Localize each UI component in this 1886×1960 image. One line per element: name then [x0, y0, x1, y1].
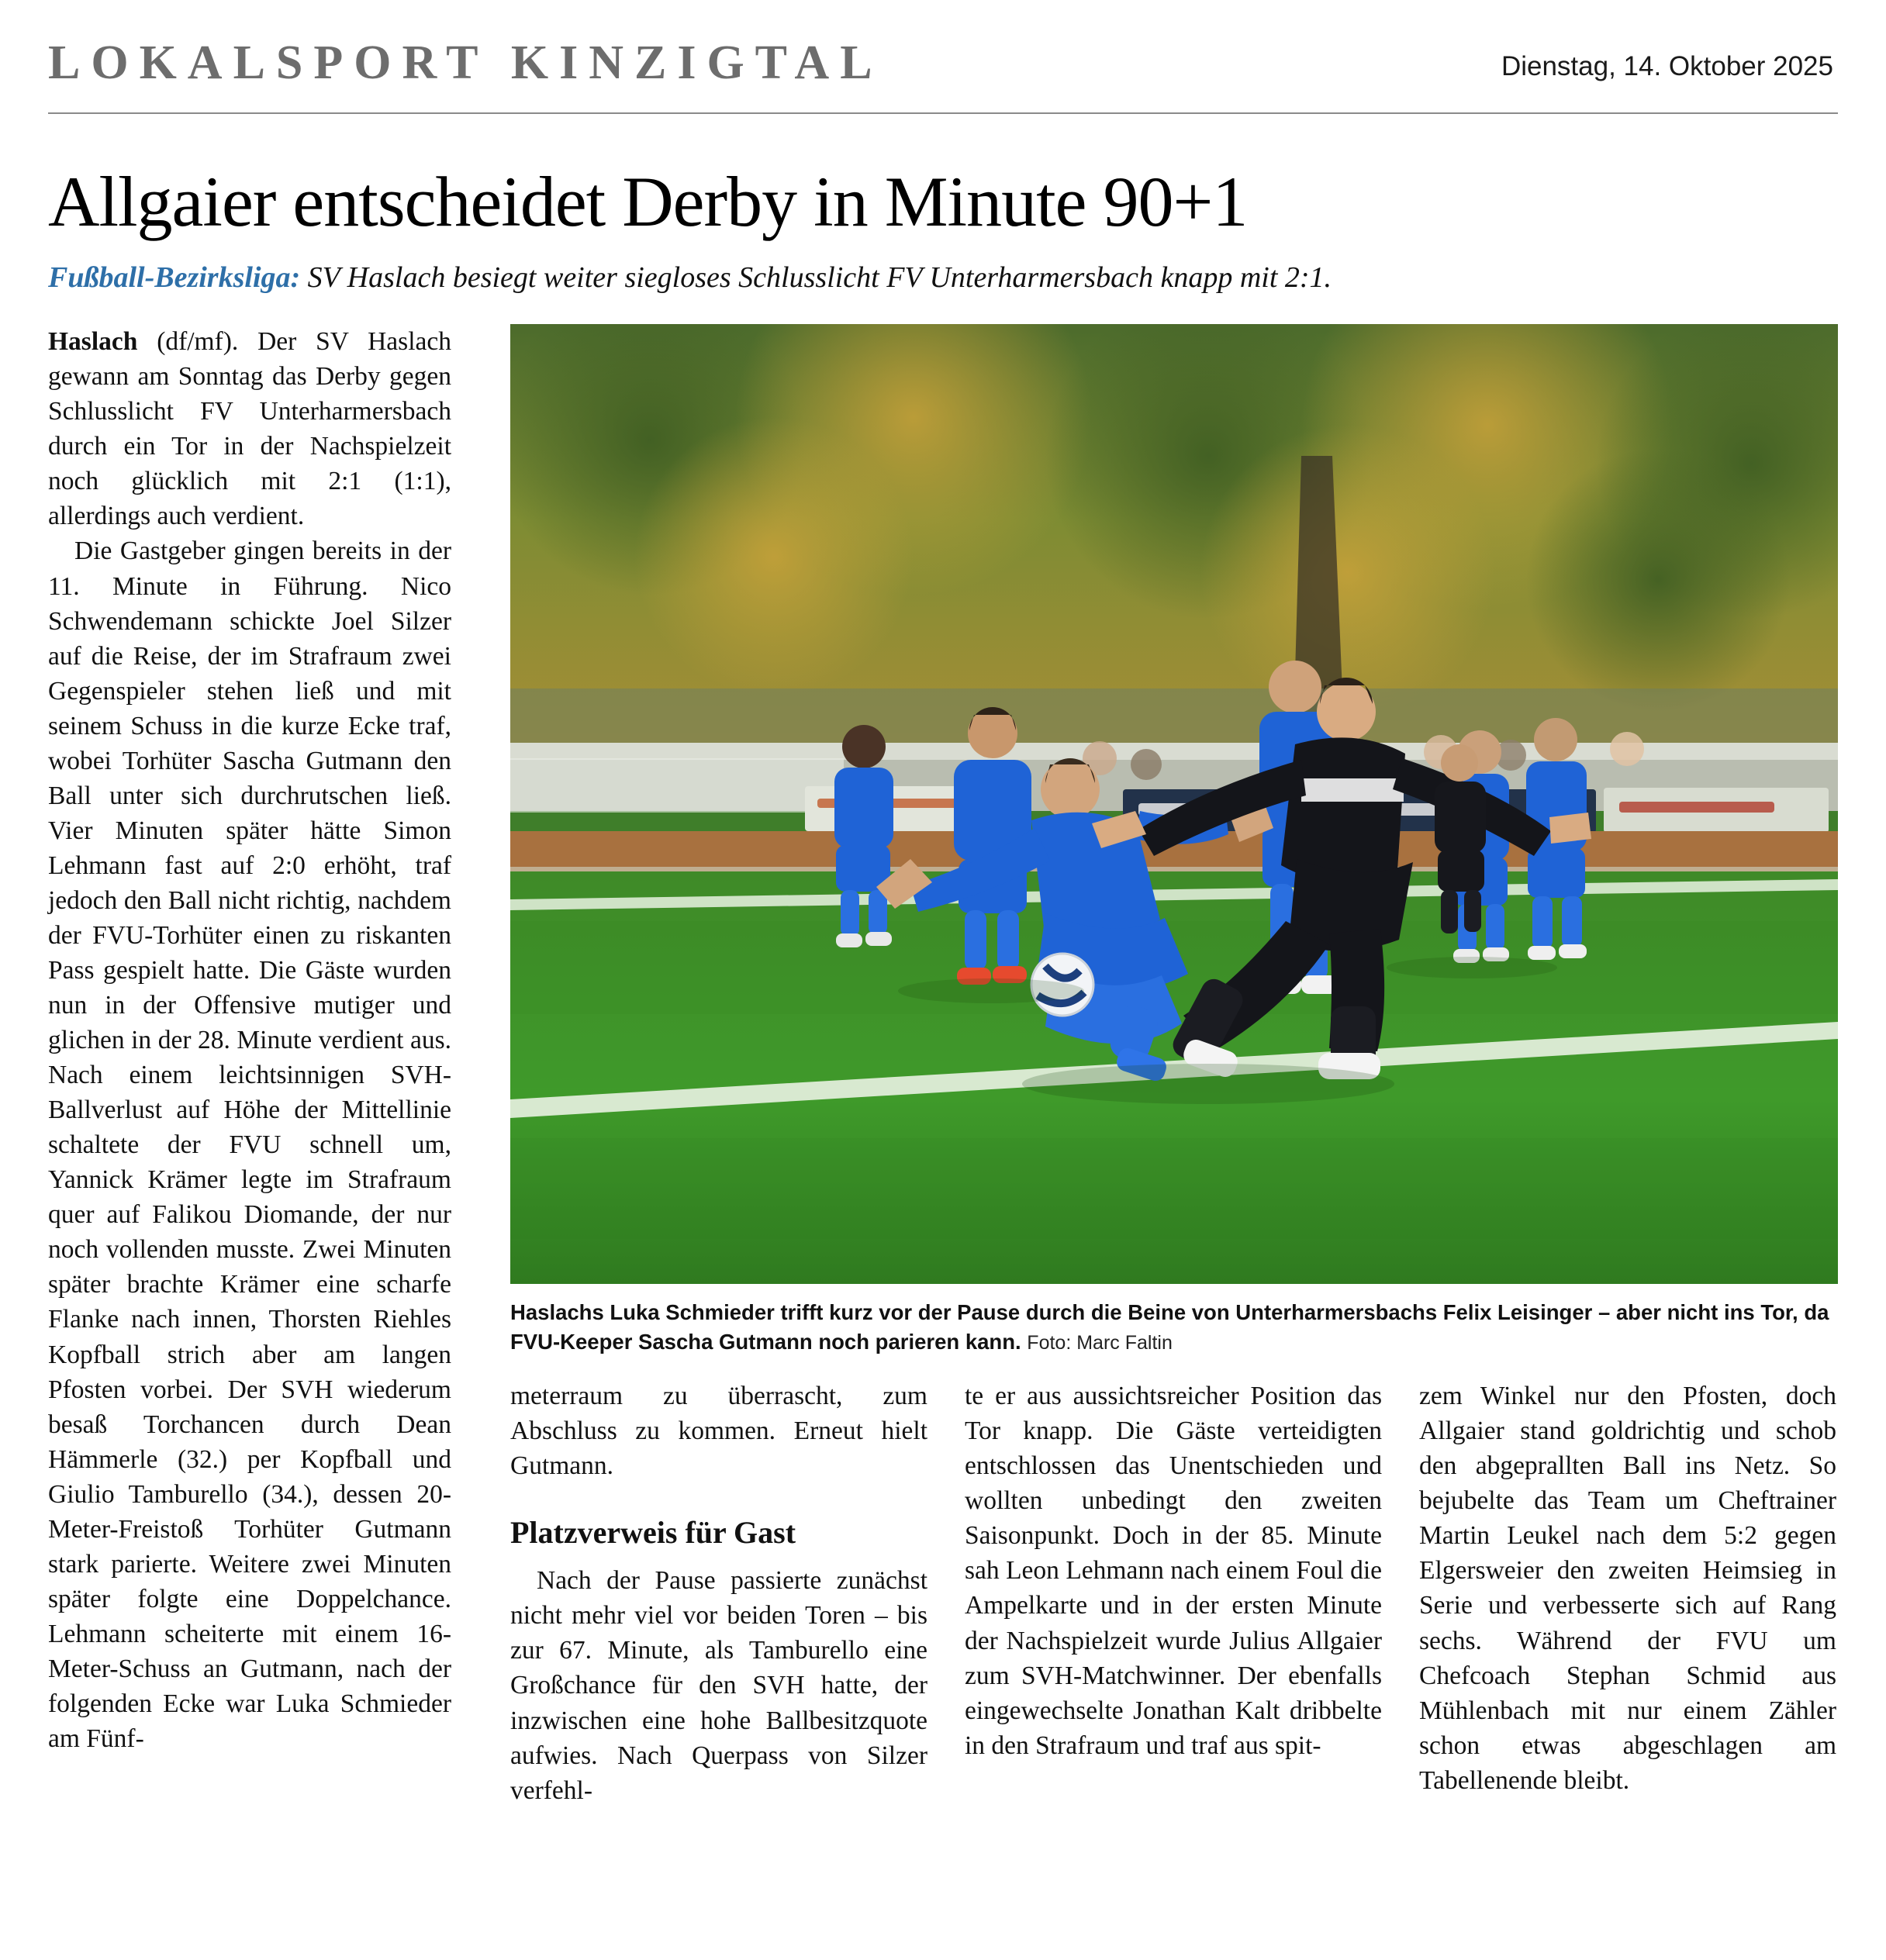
lead-paragraph	[48, 324, 451, 533]
dateline-author: (df/mf).	[157, 327, 239, 357]
article-headline: Allgaier entscheidet Derby in Minute 90+1	[48, 162, 1248, 241]
column-3	[965, 1379, 1382, 1807]
masthead-divider	[48, 112, 1838, 114]
dateline: Haslach	[48, 327, 138, 357]
column-1-paragraph-2: Die Gastgeber gingen bereits in der 11. Minute in Führung. Nico Schwendemann schickte Joel Silzer auf die Reise, der im Strafraum zwei Gegenspieler stehen ließ und mit seinem Schuss in die kurze Ecke traf, wobei Torhüter Sascha Gutmann den Ball unter sich durchrutschen ließ. Vier Minuten später hätte Simon Lehmann fast auf 2:0 erhöht, traf jedoch den Ball nicht richtig, nachdem der FVU-Torhüter einen zu riskanten Pass gespielt hatte. Die Gäste wurden nun in der Offensive mutiger und glichen in der 28. Minute verdient aus. Nach einem leichtsinnigen SVH-Ballverlust auf Höhe der Mittellinie schaltete der FVU schnell um, Yannick Krämer legte im Strafraum quer auf Falikou Diomande, der nur noch vollenden musste. Zwei Minuten später brachte Krämer eine scharfe Flanke nach innen, Thorsten Riehles Kopfball strich aber am langen Pfosten vorbei. Der SVH wiederum besaß Torchancen durch Dean Hämmerle (32.) per Kopfball und Giulio Tamburello (34.), dessen 20-Meter-Freistoß Torhüter Gutmann stark parierte. Weitere zwei Minuten später folgte eine Doppelchance. Lehmann scheiterte mit einem 16-Meter-Schuss an Gutmann, nach der folgenden Ecke war Luka Schmieder am Fünf-	[48, 537, 451, 1754]
masthead	[48, 0, 1838, 91]
masthead-date: Dienstag, 14. Oktober 2025	[1501, 51, 1833, 81]
column-1	[48, 324, 451, 1756]
masthead-title: LOKALSPORT KINZIGTAL	[48, 36, 883, 89]
column-4-paragraph-1: zem Winkel nur den Pfosten, doch Allgaier stand goldrichtig und schob den abgeprallten Ball ins Netz. So bejubelte das Team um Cheftrainer Martin Leukel nach dem 5:2 gegen Elgersweier den zweiten Heimsieg in Serie und verbesserte sich auf Rang sechs. Während der FVU um Chefcoach Stephan Schmid aus Mühlenbach mit nur einem Zähler schon etwas abgeschlagen am Tabellenende bleibt.	[1419, 1382, 1836, 1795]
article-subheadline	[48, 260, 1838, 297]
article-figure	[510, 324, 1838, 1356]
subheadline-text: SV Haslach besiegt weiter siegloses Schlusslicht FV Unterharmersbach knapp mit 2:1.	[307, 261, 1332, 294]
lead-text: Der SV Haslach gewann am Sonntag das Derby gegen Schlusslicht FV Unterharmersbach durch ein Tor in der Nachspielzeit noch glücklich mit 2:1 (1:1), allerdings auch verdient.	[48, 327, 451, 531]
section-subheading: Platzverweis für Gast	[510, 1515, 796, 1551]
column-4	[1419, 1379, 1836, 1807]
photo-credit: Foto: Marc Faltin	[1027, 1331, 1173, 1354]
column-2-paragraph-2: Nach der Pause passierte zunächst nicht mehr viel vor beiden Toren – bis zur 67. Minute, als Tamburello eine Großchance für den SVH hatte, der inzwischen eine hohe Ballbesitzquote aufwies. Nach Querpass von Silzer verfehl-	[510, 1566, 927, 1805]
photo-caption-text: Haslachs Luka Schmieder trifft kurz vor der Pause durch die Beine von Unterharmersbachs Felix Leisinger – aber nicht ins Tor, da FVU-Keeper Sascha Gutmann noch parieren kann.	[510, 1300, 1829, 1354]
lower-columns	[510, 1379, 1838, 1807]
photo-caption	[510, 1298, 1838, 1356]
subheadline-kicker: Fußball-Bezirksliga:	[48, 261, 301, 294]
match-photo	[510, 324, 1838, 1284]
column-2-paragraph-1: meterraum zu überrascht, zum Abschluss zu kommen. Erneut hielt Gutmann.	[510, 1382, 927, 1481]
column-3-paragraph-1: te er aus aussichtsreicher Position das Tor knapp. Die Gäste verteidigten entschlossen das Unentschieden und wollten unbedingt den zweiten Saisonpunkt. Doch in der 85. Minute sah Leon Lehmann nach einem Foul die Ampelkarte und in der ersten Minute der Nachspielzeit wurde Julius Allgaier zum SVH-Matchwinner. Der ebenfalls eingewechselte Jonathan Kalt dribbelte in den Strafraum und traf aus spit-	[965, 1382, 1382, 1760]
column-2	[510, 1379, 927, 1807]
